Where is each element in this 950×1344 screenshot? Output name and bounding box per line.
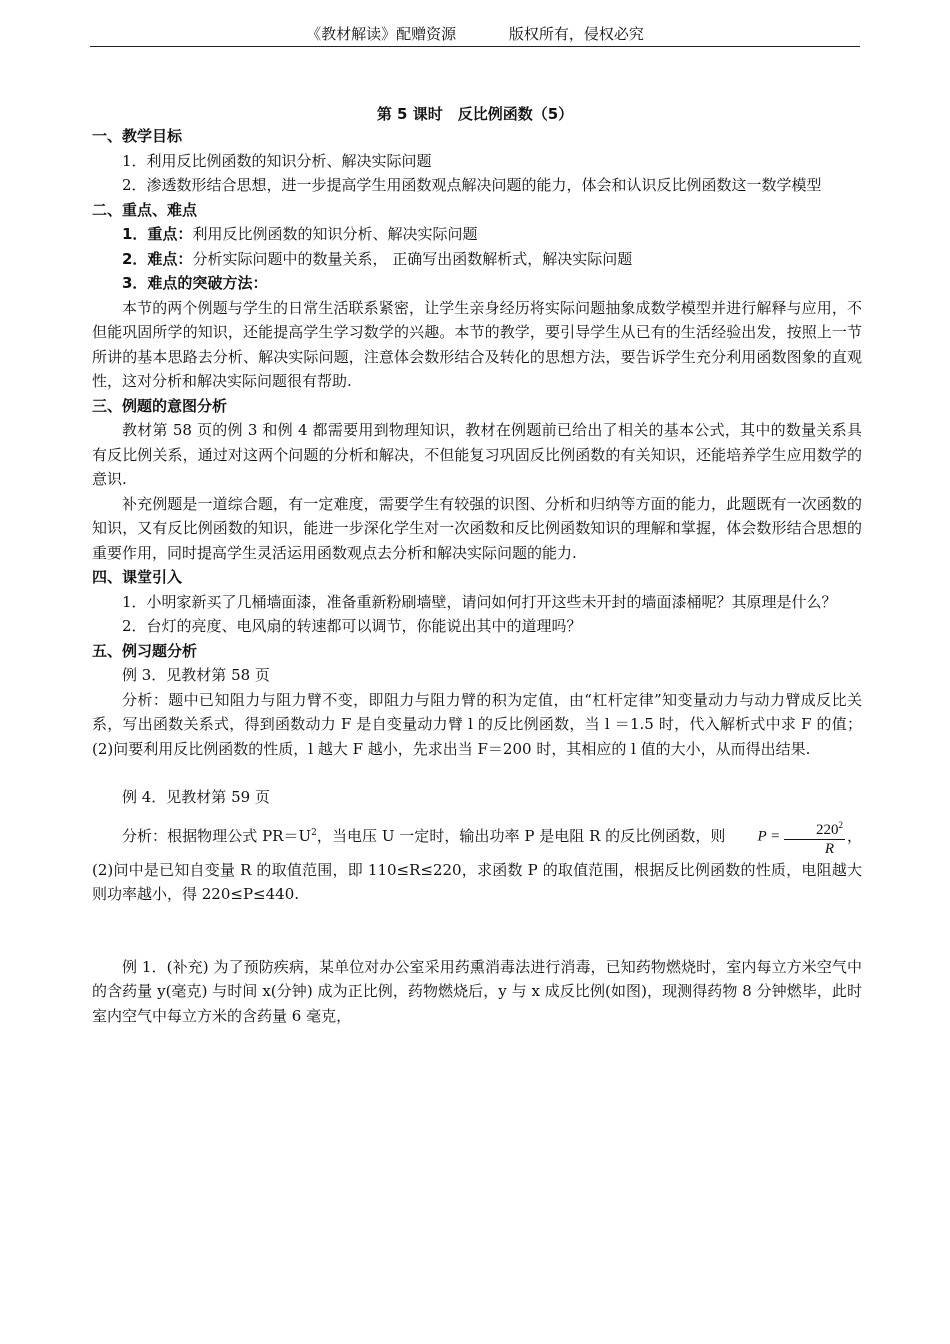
section-heading-examples: 五、例习题分析 — [92, 641, 198, 660]
header-source: 《教材解读》配赠资源 — [306, 25, 457, 43]
intro-item: 2．台灯的亮度、电风扇的转速都可以调节，你能说出其中的道理吗？ — [122, 617, 582, 635]
numerator-value: 220 — [815, 821, 839, 838]
breakthrough-label: 3．难点的突破方法： — [122, 274, 268, 292]
page-header — [90, 22, 860, 47]
spacer — [92, 907, 862, 955]
page-title: 第 5 课时 反比例函数（5） — [376, 105, 574, 123]
spacer — [92, 761, 862, 785]
example-4-title: 例 4．见教材第 59 页 — [122, 788, 270, 806]
example-3-title: 例 3．见教材第 58 页 — [122, 666, 270, 684]
example-3-analysis: 分析：题中已知阻力与阻力臂不变，即阻力与阻力臂的积为定值，由“杠杆定律”知变量动力与动力臂成反比关系，写出函数关系式，得到函数动力 F 是自变量动力臂 l 的反比例函数，当 l ＝1.5 时，代入解析式中求 F 的值；(2)问要利用反比例函数的性质，l 越大 F 越小，先求出当 F＝200 时，其相应的 l 值的大小，从而得出结果. — [92, 690, 862, 758]
difficult-point-text: 分析实际问题中的数量关系， 正确写出函数解析式，解决实际问题 — [192, 249, 633, 268]
intent-paragraph: 教材第 58 页的例 3 和例 4 都需要用到物理知识，教材在例题前已给出了相关的基本公式，其中的数量关系具有反比例关系，通过对这两个问题的分析和解决，不但能复习巩固反比例函数的有关知识，还能培养学生应用数学的意识. — [92, 421, 862, 488]
example-1-supplement: 例 1．(补充) 为了预防疾病，某单位对办公室采用药熏消毒法进行消毒，已知药物燃烧时，室内每立方米空气中的含药量 y(毫克) 与时间 x(分钟) 成为正比例，药物燃烧后，y 与 x 成反比例(如图)，现测得药物 8 分钟燃毕，此时室内空气中每立方米的含药量 6 毫克， — [92, 957, 862, 1025]
example-4-text-a: 分析：根据物理公式 PR＝U — [122, 826, 312, 845]
key-point-label: 1．重点： — [122, 225, 193, 243]
formula-fraction — [784, 816, 845, 858]
key-point-text: 利用反比例函数的知识分析、解决实际问题 — [192, 225, 478, 243]
formula-denominator: R — [824, 840, 835, 857]
example-4-text-b: ，当电压 U 一定时，输出功率 P 是电阻 R 的反比例函数，则 — [316, 826, 726, 845]
goal-item: 2．渗透数形结合思想，进一步提高学生用函数观点解决问题的能力，体会和认识反比例函数这一数学模型 — [122, 176, 822, 194]
example-4-analysis — [92, 816, 862, 907]
document-body — [92, 124, 862, 1028]
numerator-exponent: 2 — [838, 819, 843, 830]
section-heading-goals: 一、教学目标 — [92, 127, 183, 145]
header-copyright: 版权所有，侵权必究 — [508, 25, 644, 43]
formula-numerator — [784, 816, 845, 840]
superscript: 2 — [311, 827, 317, 838]
section-heading-keypoints: 二、重点、难点 — [92, 200, 198, 219]
breakthrough-text: 本节的两个例题与学生的日常生活联系紧密，让学生亲身经历将实际问题抽象成数学模型并进行解释与应用，不但能巩固所学的知识，还能提高学生学习数学的兴趣。本节的教学，要引导学生从已有的生活经验出发，按照上一节所讲的基本思路去分析、解决实际问题，注意体会数形结合及转化的思想方法，要告诉学生充分利用函数图象的直观性，这对分析和解决实际问题很有帮助. — [92, 298, 862, 390]
intent-paragraph: 补充例题是一道综合题，有一定难度，需要学生有较强的识图、分析和归纳等方面的能力，此题既有一次函数的知识，又有反比例函数的知识，能进一步深化学生对一次函数和反比例函数知识的理解和掌握，体会数形结合思想的重要作用，同时提高学生灵活运用函数观点去分析和解决实际问题的能力. — [92, 494, 862, 562]
goal-item: 1．利用反比例函数的知识分析、解决实际问题 — [122, 151, 432, 170]
formula-lhs: P = — [757, 827, 781, 844]
difficult-point-label: 2．难点： — [122, 249, 193, 268]
power-formula — [727, 816, 845, 858]
intro-item: 1．小明家新买了几桶墙面漆，准备重新粉刷墙壁，请问如何打开这些未开封的墙面漆桶呢？其原理是什么？ — [122, 592, 837, 611]
difficult-point — [92, 247, 862, 272]
section-heading-intent: 三、例题的意图分析 — [92, 396, 228, 415]
section-heading-intro: 四、课堂引入 — [92, 568, 183, 586]
key-point — [92, 222, 862, 247]
example-4-text-c: ，(2)问中是已知自变量 R 的取值范围，即 110≤R≤220，求函数 P 的取值范围，根据反比例函数的性质，电阻越大则功率越小，得 220≤P≤440. — [92, 826, 862, 903]
